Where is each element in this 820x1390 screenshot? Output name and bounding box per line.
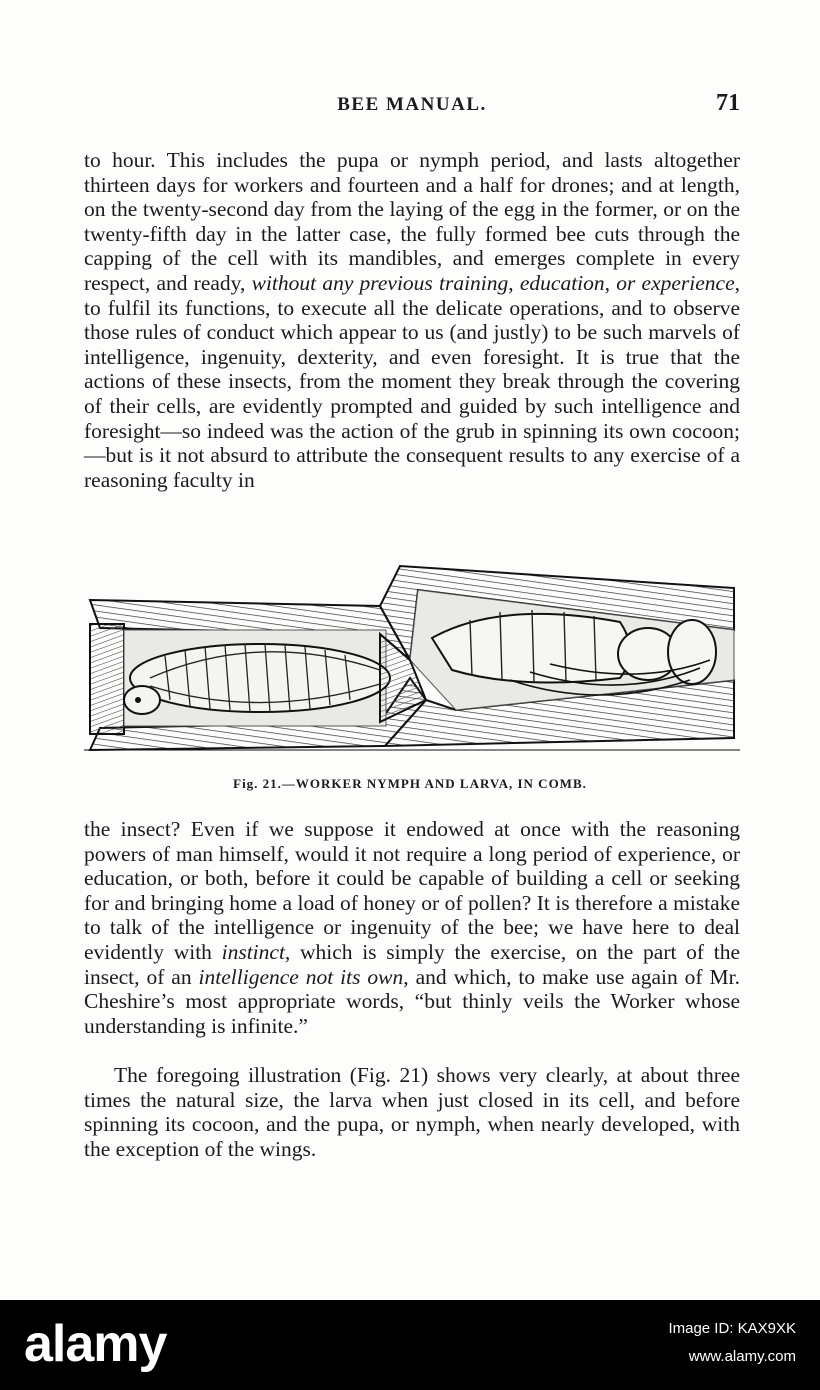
paragraph-2-tail: , and which, to make use again of Mr. Cheshire’s most appropriate words, “but thinly veils the Worker whose understanding is infinite.”: [84, 964, 740, 1038]
figure-caption: Fig. 21.—WORKER NYMPH AND LARVA, IN COMB.: [233, 776, 587, 791]
running-title: BEE MANUAL.: [337, 94, 487, 115]
paragraph-1-lead: to hour. This includes the pupa or nymph period, and lasts altogether thirteen days for workers and fourteen and a half for drones; and at length, on the twenty-second day from the laying of the egg in the former, or on the twenty-fifth day in the latter case, the fully formed bee cuts through the capping of the cell with its mandibles, and emerges complete in every respect, and ready,: [84, 148, 740, 295]
paragraph-2-mid: , which is simply the exercise, on the part of the insect, of an: [84, 939, 740, 989]
page-header: [84, 90, 740, 124]
site-url: www.alamy.com: [688, 1348, 796, 1365]
page-number: 71: [716, 90, 740, 116]
paragraph-2-lead: the insect? Even if we suppose it endowed at once with the reasoning powers of man himself, would it not require a long period of experience, or education, or both, before it could be capable of building a cell or seeking for and bringing home a load of honey or of pollen? It is therefore a mistake to talk of the intelligence or ingenuity of the bee; we have here to deal evidently with: [84, 817, 740, 964]
paragraph-1-tail: , to fulfil its functions, to execute all the delicate operations, and to observe those rules of conduct which appear to us (and justly) to be such marvels of intelligence, ingenuity, dexterity, and even foresight. It is true that the actions of these insects, from the moment they break through the covering of their cells, are evidently prompted and guided by such intelligence and foresight—so indeed was the action of the grub in spinning its own cocoon;—but is it not absurd to attribute the consequent results to any exercise of a reasoning faculty in: [84, 270, 741, 492]
alamy-logo: alamy: [24, 1315, 167, 1373]
italic-phrase: instinct: [221, 939, 285, 964]
paragraph-1: [84, 148, 740, 492]
figure-21-illustration: [80, 560, 744, 770]
italic-phrase: without any previous training: [251, 270, 509, 295]
image-id-label: Image ID: KAX9XK: [668, 1320, 796, 1337]
paragraph-2: [84, 817, 740, 1038]
left-cell-end-wall: [90, 624, 124, 734]
italic-phrase: intelligence not its own: [198, 964, 404, 989]
italic-phrase: education: [519, 270, 605, 295]
paragraph-3-text: The foregoing illustration (Fig. 21) shows very clearly, at about three times the natural size, the larva when just closed in its cell, and before spinning its cocoon, and the pupa, or nymph, when nearly developed, with the exception of the wings.: [84, 1063, 740, 1161]
separator: ,: [604, 270, 617, 295]
comb-cells-drawing: [80, 560, 744, 770]
paragraph-3: [84, 1063, 740, 1161]
italic-phrase: or experience: [616, 270, 735, 295]
separator: ,: [508, 270, 520, 295]
watermark-band: [0, 1300, 820, 1390]
